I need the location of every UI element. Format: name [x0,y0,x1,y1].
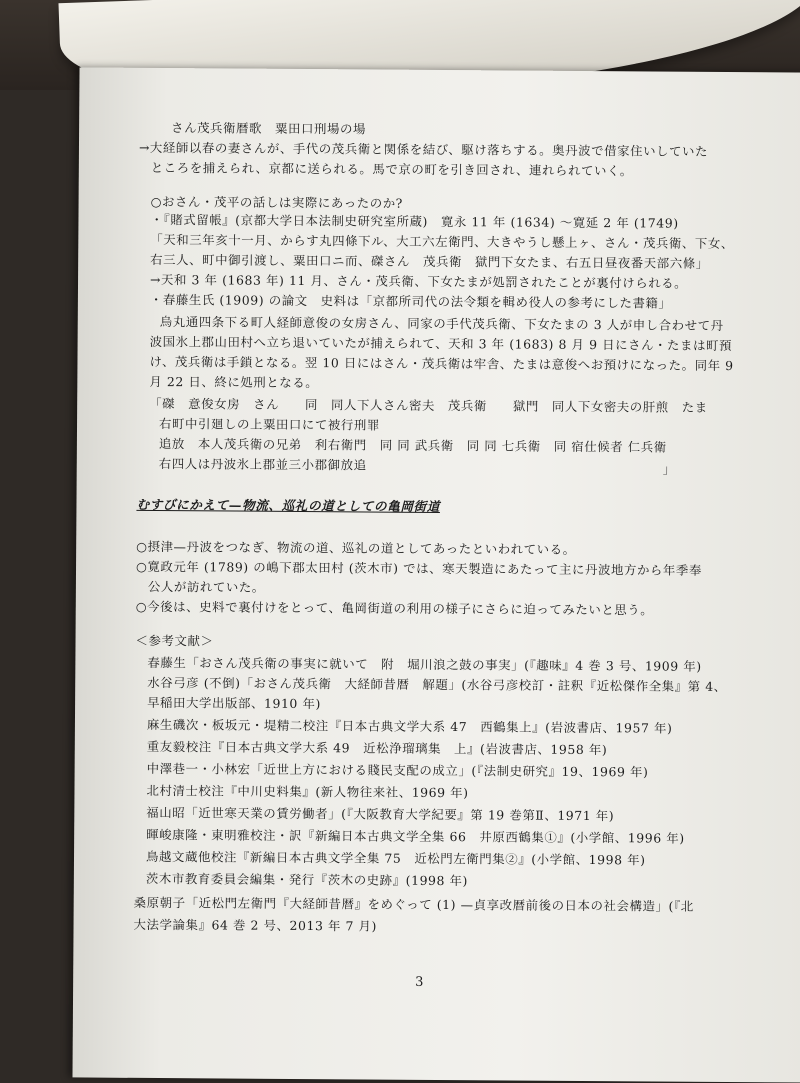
reference-item: 早稲田大学出版部、1910 年) [147,694,321,712]
text-line: ・『賭式留帳』(京都大学日本法制史研究室所蔵) 寛永 11 年 (1634) ～寛延 2 年 (1749) [150,211,679,231]
text-line: さん茂兵衛暦歌 粟田口刑場の場 [171,120,367,137]
text-line: 波国氷上郡山田村へ立ち退いていたが捕えられて、天和 3 年 (1683) 8 月 9 日にさん・たまは町預 [149,333,733,354]
text-line: 烏丸通四条下る町人経師意俊の女房さん、同家の手代茂兵衛、下女たまの 3 人が申し合わせて丹 [159,314,724,333]
reference-item: 暉峻康隆・東明雅校注・訳『新編日本古典文学全集 66 井原西鶴集①』(小学館、1996 年) [146,826,685,846]
text-line: 右四人は丹波氷上郡並三小郡御放追 [158,456,367,473]
reference-item: 大法学論集』64 巻 2 号、2013 年 7 月) [133,916,378,934]
document-page [72,67,800,1082]
text-line: 月 22 日、終に処刑となる。 [149,373,319,391]
section-heading: むすびにかえて—物流、巡礼の道としての亀岡街道 [136,496,440,514]
page-number: 3 [415,974,425,990]
text-line: 公人が訪れていた。 [147,578,265,595]
reference-item: 水谷弓彦 (不倒)「おさん茂兵衛 大経師昔暦 解題」(水谷弓彦校訂・註釈『近松傑作全集』第 4、 [147,674,727,694]
text-line: ところを捕えられ、京都に送られる。馬で京の町を引き回され、連れられていく。 [150,159,633,179]
text-line: ○寛政元年 (1789) の嶋下郡太田村 (茨木市) では、寒天製造にあたって主に丹波地方から年季奉 [136,558,702,578]
references-heading: ＜参考文献＞ [135,632,214,649]
reference-item: 桑原朝子「近松門左衛門『大経師昔暦』をめぐって (1) —貞享改暦前後の日本の社会構造」(『北 [133,894,694,914]
text-line: 「磔 意俊女房 さん 同 同人下人さん密夫 茂兵衛 獄門 同人下女密夫の肝煎 たま [149,395,708,415]
text-line: ○おさん・茂平の話しは実際にあったのか? [150,193,404,211]
reference-item: 北村清士校注『中川史料集』(新人物往来社、1969 年) [146,782,469,801]
text-line: け、茂兵衛は手鎖となる。翌 10 日にはさん・茂兵衛は牢舎、たまは意俊へお預けになった。同年 9 [149,353,734,374]
reference-item: 鳥越文蔵他校注『新編日本古典文学全集 75 近松門左衛門集②』(小学館、1998 年) [145,848,646,868]
reference-item: 中澤巷一・小林宏「近世上方における賤民支配の成立」(『法制史研究』19、1969 年) [146,760,649,780]
text-line: 右三人、町中御引渡し、粟田口ニ而、磔さん 茂兵衛 獄門下女たま、右五日昼夜番天部六條」 [150,251,709,271]
reference-item: 麻生磯次・板坂元・堤精二校注『日本古典文学大系 47 西鶴集上』(岩波書店、1957 年) [146,716,673,736]
reference-item: 茨木市教育委員会編集・発行『茨木の史跡』(1998 年) [145,870,469,889]
text-line: →天和 3 年 (1683 年) 11 月、さん・茂兵衛、下女たまが処罰されたことが裏付けられる。 [150,271,688,291]
text-line: ・春藤生氏 (1909) の論文 史料は「京都所司代の法令類を輯め役人の参考にした書籍」 [149,291,672,311]
reference-item: 春藤生「おさん茂兵衛の事実に就いて 附 堀川浪之鼓の事実」(『趣味』4 巻 3 号、1909 年) [147,654,702,674]
reference-item: 福山昭「近世寒天業の賃労働者」(『大阪教育大学紀要』第 19 巻第Ⅱ、1971 年) [146,804,615,824]
text-line: ○今後は、史料で裏付けをとって、亀岡街道の利用の様子にさらに迫ってみたいと思う。 [135,598,654,618]
closing-bracket: 」 [662,461,676,477]
text-line: 「天和三年亥十一月、からす丸四條下ル、大工六左衛門、大きやうし懸上ヶ、さん・茂兵衛、下女、 [150,231,734,252]
text-line: 追放 本人茂兵衛の兄弟 利右衛門 同 同 武兵衛 同 同 七兵衛 同 宿仕候者 仁兵衛 [158,436,667,455]
text-line: 右町中引廻しの上粟田口にて被行刑罪 [158,416,380,433]
text-line: →大経師以春の妻さんが、手代の茂兵衛と関係を結び、駆け落ちする。奥丹波で借家住いしていた [138,139,709,159]
text-line: ○摂津—丹波をつなぎ、物流の道、巡礼の道としてあったといわれている。 [136,538,576,557]
reference-item: 重友毅校注『日本古典文学大系 49 近松浄瑠璃集 上』(岩波書店、1958 年) [146,738,608,758]
